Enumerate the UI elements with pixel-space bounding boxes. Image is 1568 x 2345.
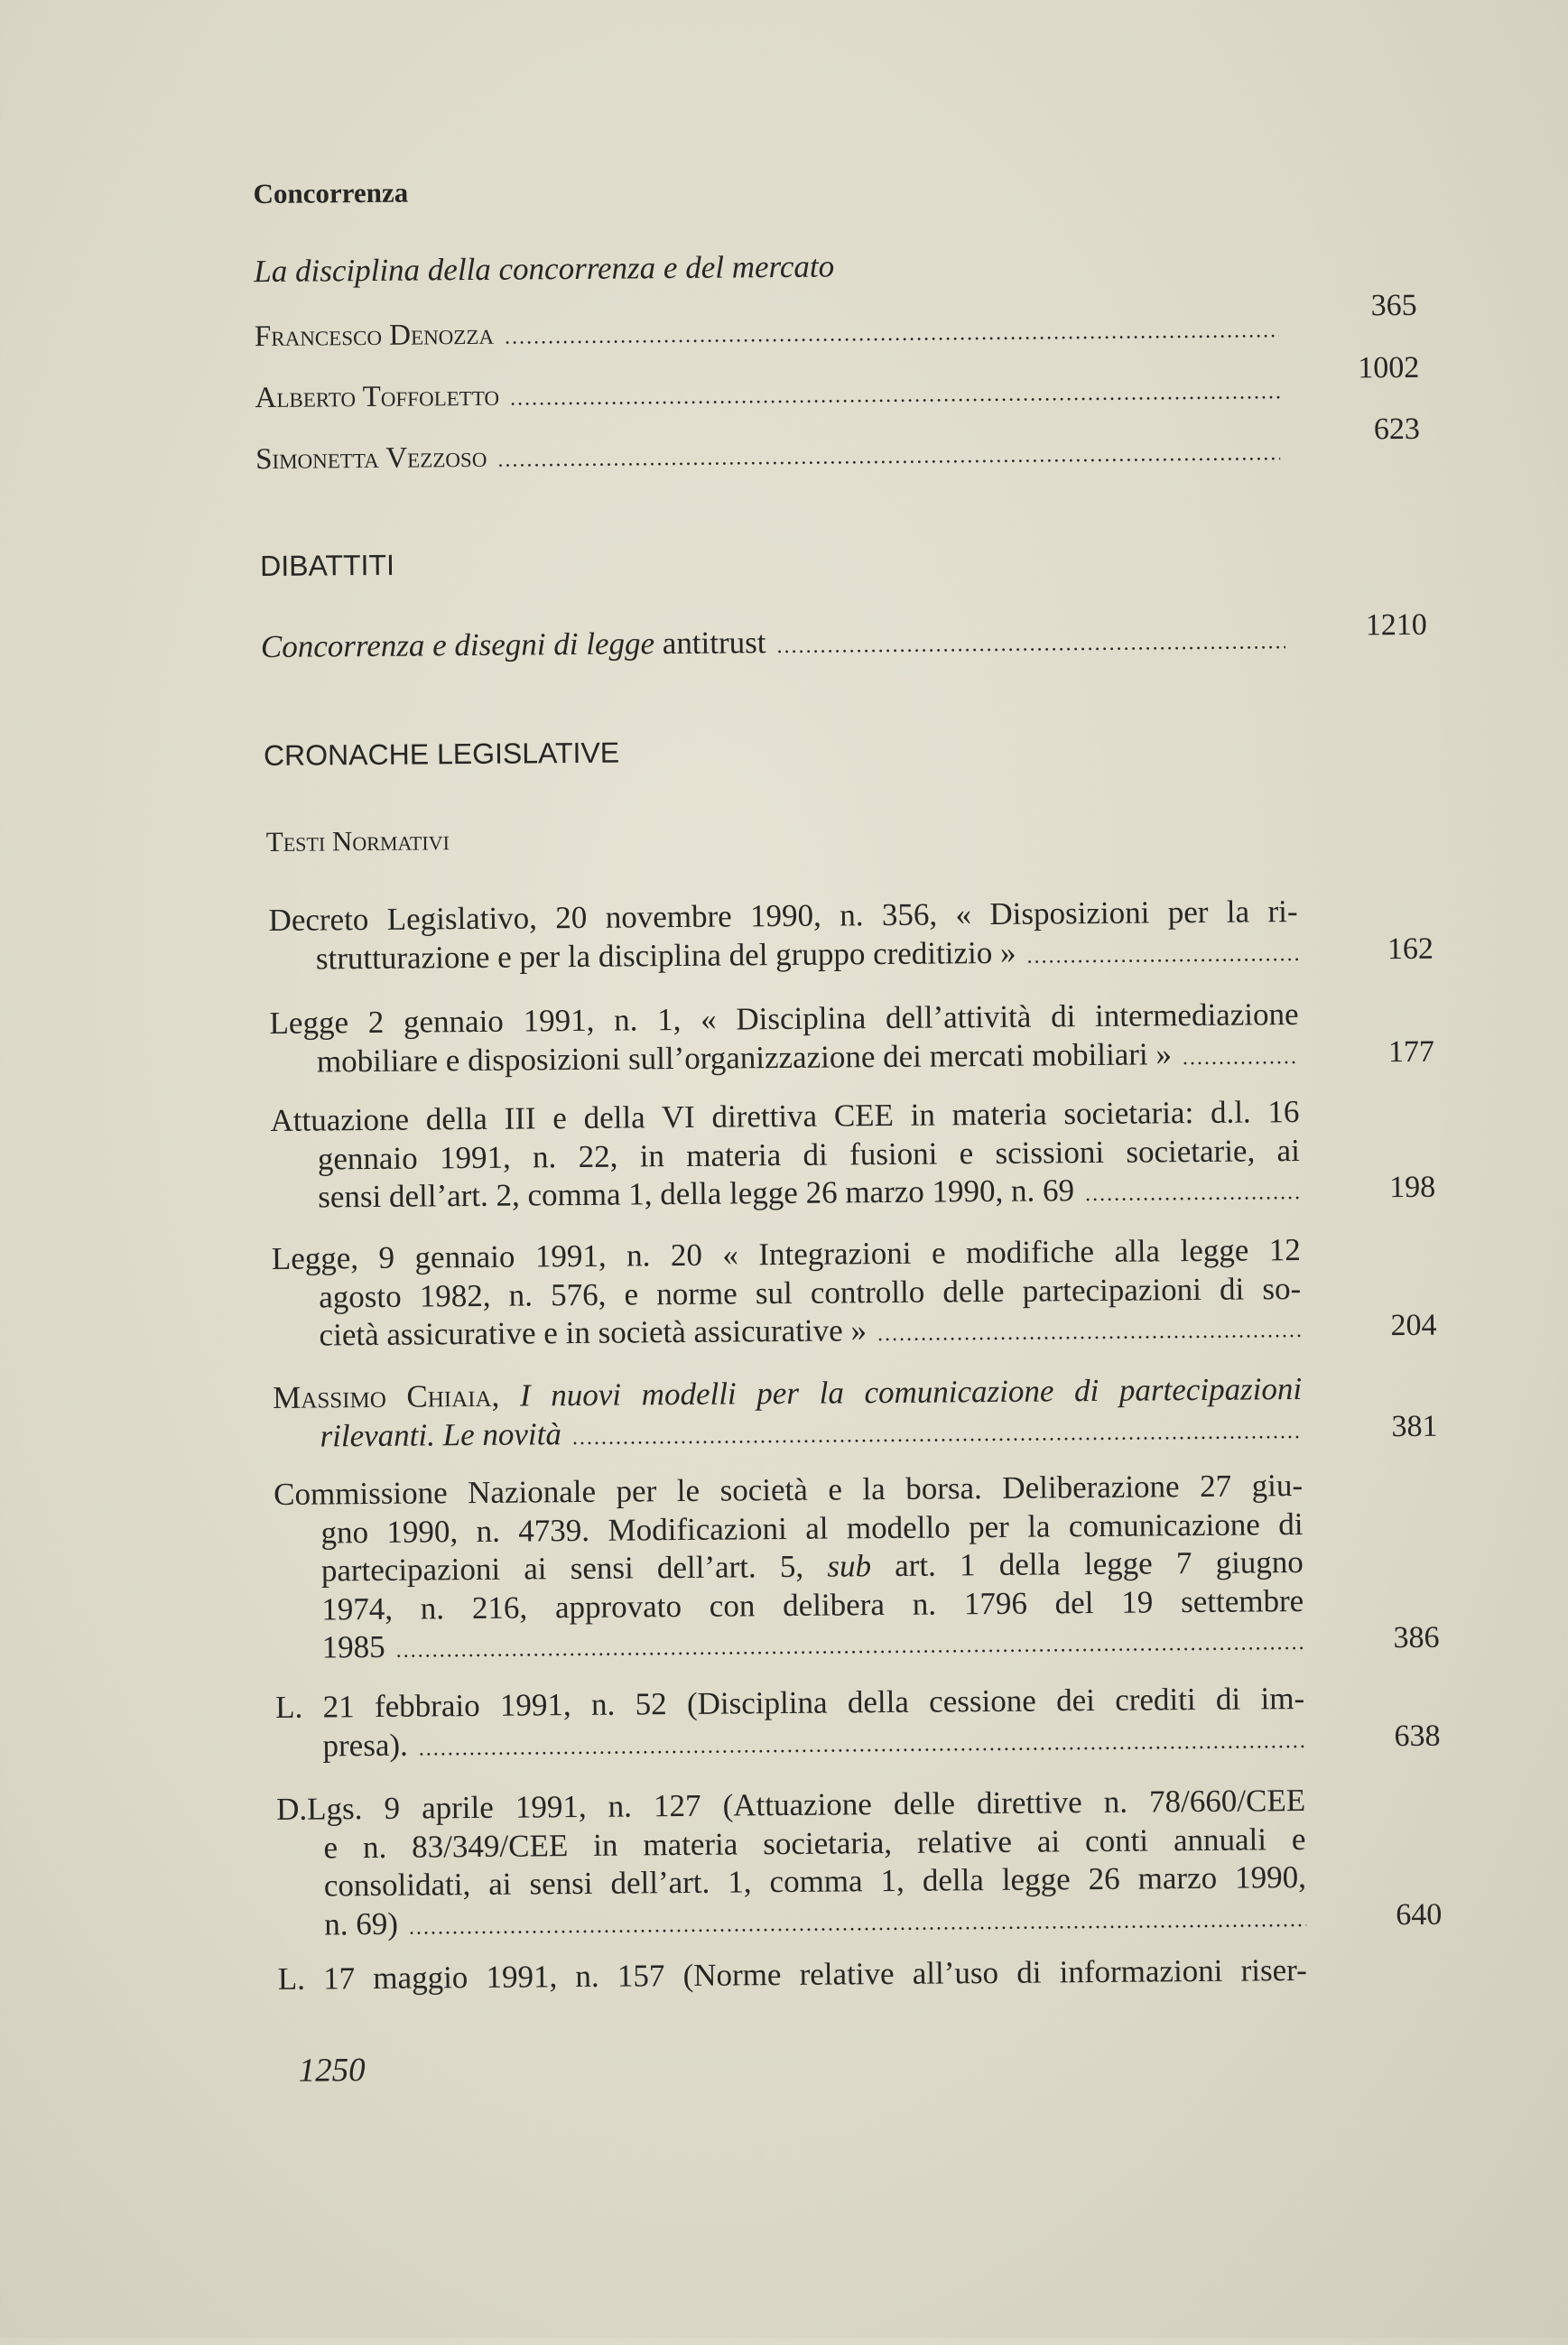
entry-text: art. 1 della legge 7 giugno (870, 1543, 1304, 1584)
entry-title: Concorrenza e disegni di legge (260, 626, 655, 665)
entry-line-text (320, 1415, 561, 1456)
entry-text: agosto 1982, n. 576, e norme sul controllo delle partecipazioni di so- (319, 1270, 1302, 1315)
author-name: Simonetta Vezzoso (255, 440, 487, 477)
dot-leader (1026, 935, 1298, 976)
entry-line (324, 1896, 1306, 1947)
page-number: 623 (1373, 412, 1421, 447)
toc-entry (271, 1231, 1437, 1358)
entry-text: presa). (322, 1727, 408, 1763)
author-entry (255, 311, 1279, 354)
entry-text: Attuazione della III e della VI direttiva CEE in materia societaria: d.l. 16 (270, 1094, 1300, 1138)
entry-text: rilevanti. Le novità (320, 1415, 562, 1453)
entry-line (278, 1951, 1307, 1998)
entry-line-text (316, 933, 1016, 978)
entry-text: D.Lgs. 9 aprile 1991, n. 127 (Attuazione delle direttive n. 78/660/CEE (275, 1782, 1306, 1827)
entry-line (320, 1409, 1302, 1460)
toc-entry (275, 1782, 1443, 1948)
entry-text: Massimo Chiaia, (273, 1377, 500, 1415)
dot-leader (497, 441, 1280, 473)
entry-text: gno 1990, n. 4739. Modificazioni al modello per la comunicazione di (320, 1506, 1304, 1550)
entry-text: partecipazioni ai sensi dell’art. 5, (320, 1548, 828, 1589)
author-name: Alberto Toffoletto (255, 379, 500, 415)
toc-entry (273, 1370, 1438, 1460)
entry-line-text (317, 1035, 1172, 1081)
page-number: 1210 (1365, 607, 1427, 643)
entry-text: L. 21 febbraio 1991, n. 52 (Disciplina della cessione dei crediti di im- (275, 1680, 1305, 1725)
dibattiti-entry (261, 620, 1285, 665)
entry-text: strutturazione e per la disciplina del gruppo creditizio » (315, 934, 1016, 977)
entry-text: Commissione Nazionale per le società e la borsa. Deliberazione 27 giu- (273, 1468, 1304, 1512)
page-number: 204 (1390, 1308, 1437, 1343)
dot-leader (776, 630, 1285, 659)
entry-line (318, 1170, 1300, 1220)
entry-text: cietà assicurative e in società assicurative » (319, 1312, 868, 1353)
entry-text: n. 69) (324, 1905, 399, 1942)
dot-leader (1183, 1038, 1299, 1078)
entry-line-text (319, 1312, 867, 1355)
toc-entry (273, 1467, 1440, 1671)
section-subtitle: La disciplina della concorrenza e del mercato (254, 248, 835, 290)
section-title: Concorrenza (253, 176, 409, 210)
entry-line (316, 932, 1298, 982)
page-number: 1002 (1358, 350, 1420, 385)
entry-text: Legge, 9 gennaio 1991, n. 20 « Integrazioni e modifiche alla legge 12 (271, 1232, 1301, 1276)
entry-text: 1985 (321, 1628, 385, 1665)
author-entry (255, 373, 1279, 415)
dot-leader (572, 1413, 1303, 1458)
entry-text: mobiliare e disposizioni sull’organizzazione dei mercati mobiliari » (316, 1035, 1173, 1080)
toc-entry (268, 893, 1434, 982)
entry-text: I nuovi modelli per la comunicazione di partecipazioni (499, 1371, 1303, 1413)
dot-leader (877, 1312, 1302, 1354)
cronache-heading: CRONACHE LEGISLATIVE (263, 736, 620, 773)
entry-text: sub (827, 1548, 872, 1584)
page-number: 198 (1389, 1170, 1436, 1205)
dot-leader (1085, 1173, 1301, 1214)
dibattiti-heading: DIBATTITI (259, 548, 395, 583)
entry-line-text (324, 1905, 398, 1943)
author-entry (255, 434, 1280, 477)
dot-leader (409, 1900, 1307, 1946)
entry-line-text (321, 1628, 385, 1667)
testi-normativi-subheading: Testi Normativi (265, 824, 450, 857)
page-number: 365 (1370, 288, 1417, 323)
entry-text: Legge 2 gennaio 1991, n. 1, « Disciplina dell’attività di intermediazione (269, 996, 1299, 1041)
toc-entry (270, 1093, 1436, 1220)
page-number: 386 (1393, 1620, 1440, 1655)
page-number: 162 (1387, 932, 1434, 966)
entry-line-text (322, 1726, 408, 1765)
entry-text: gennaio 1991, n. 22, in materia di fusioni e scissioni societarie, ai (317, 1132, 1301, 1177)
toc-entry (269, 996, 1435, 1085)
folio-page-number: 1250 (298, 2052, 366, 2090)
page-number: 638 (1394, 1719, 1441, 1753)
dot-leader (505, 319, 1279, 349)
entry-text: e n. 83/349/CEE in materia societaria, relative ai conti annuali e (323, 1821, 1306, 1865)
entry-text: sensi dell’art. 2, comma 1, della legge 26 marzo 1990, n. 69 (318, 1172, 1075, 1215)
entry-text: Decreto Legislativo, 20 novembre 1990, n. 356, « Disposizioni per la ri- (268, 894, 1298, 938)
dot-leader (419, 1721, 1305, 1767)
page-number: 381 (1391, 1409, 1438, 1443)
toc-entry (278, 1951, 1307, 1998)
entry-text: 1974, n. 216, approvato con delibera n. 1796 del 19 settembre (321, 1582, 1304, 1627)
entry-line-text (318, 1172, 1074, 1217)
toc-entry (275, 1680, 1441, 1769)
entry-text: consolidati, ai sensi dell’art. 1, comma 1, della legge 26 marzo 1990, (323, 1858, 1307, 1904)
entry-line (319, 1308, 1301, 1358)
page-number: 177 (1387, 1034, 1435, 1069)
entry-text: L. 17 maggio 1991, n. 157 (Norme relative all’uso di informazioni riser- (277, 1951, 1307, 1997)
entry-line (322, 1718, 1304, 1768)
entry-line (317, 1034, 1299, 1085)
entry-title-suffix: antitrust (662, 625, 766, 662)
dot-leader (510, 380, 1280, 411)
entry-line (321, 1620, 1304, 1671)
dot-leader (395, 1624, 1304, 1670)
author-name: Francesco Denozza (254, 318, 495, 354)
page-number: 640 (1396, 1897, 1443, 1932)
